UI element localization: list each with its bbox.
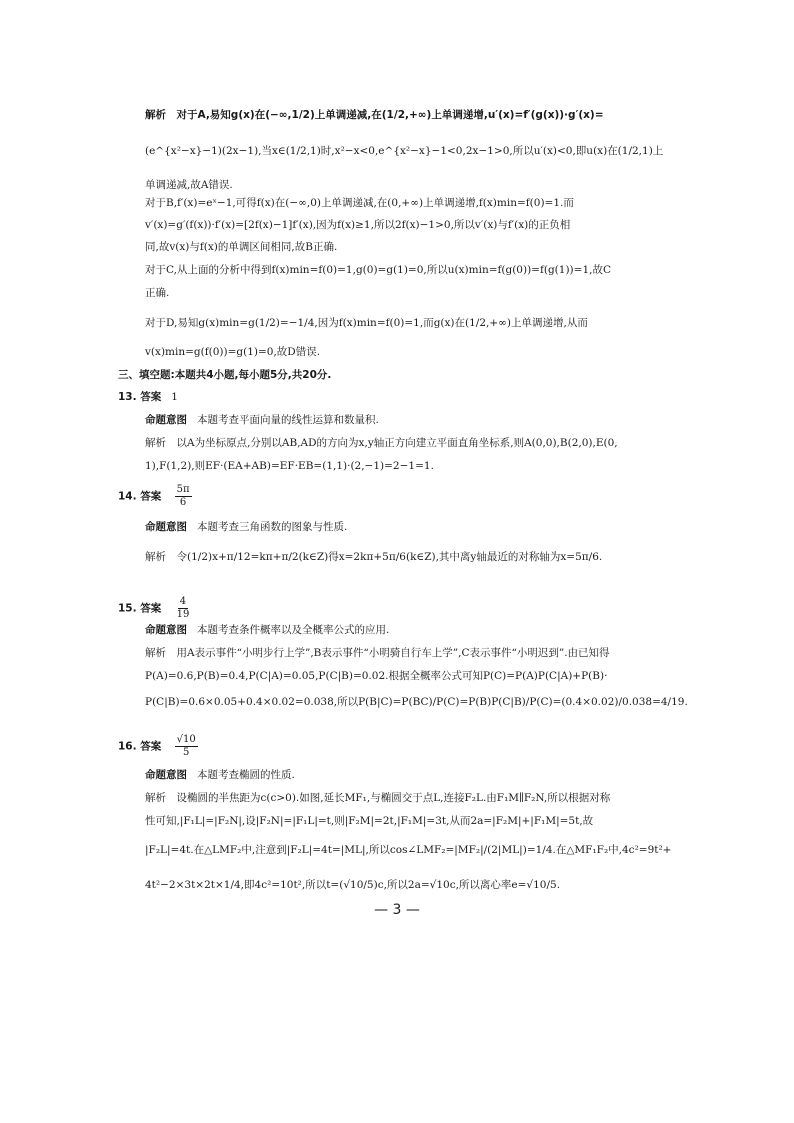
solution-13-line2: 1),F(1,2),则EF·(EA+AB)=EF·EB=(1,1)·(2,−1)=2−1=1. — [145, 460, 434, 472]
text-line: 同,故v(x)与f(x)的单调区间相同,故B正确. — [145, 241, 338, 253]
solution-16-line3: |F₂L|=4t.在△LMF₂中,注意到|F₂L|=4t=|ML|,所以cos∠LMF₂=|MF₂|/(2|ML|)=1/4.在△MF₁F₂中,4c²=9t²+ — [145, 844, 672, 856]
solution-16-line4: 4t²−2×3t×2t×1/4,即4c²=10t²,所以t=(√10/5)c,所以2a=√10c,所以离心率e=√10/5. — [145, 879, 561, 891]
text-line: 正确. — [145, 287, 170, 299]
text-line: v(x)min=g(f(0))=g(1)=0,故D错误. — [145, 346, 321, 358]
text-line: 解析 对于A,易知g(x)在(−∞,1/2)上单调递减,在(1/2,+∞)上单调递增,u′(x)=f′(g(x))·g′(x)= — [145, 109, 604, 121]
text-line: 对于D,易知g(x)min=g(1/2)=−1/4,因为f(x)min=f(0)=1,而g(x)在(1/2,+∞)上单调递增,从而 — [145, 317, 588, 329]
text-line: (e^{x²−x}−1)(2x−1),当x∈(1/2,1)时,x²−x<0,e^{x²−x}−1<0,2x−1>0,所以u′(x)<0,即u(x)在(1/2,1)上 — [145, 145, 664, 157]
answer-13: 13. 答案 1 — [118, 391, 178, 403]
solution-13-line1: 解析 以A为坐标原点,分别以AB,AD的方向为x,y轴正方向建立平面直角坐标系,则A(0,0),B(2,0),E(0, — [145, 437, 618, 449]
intent-16: 命题意图 本题考查椭圆的性质. — [145, 769, 295, 781]
page-number: — 3 — — [374, 902, 420, 918]
answer-14-fraction: $\frac{5\pi}{6}$ — [176, 484, 190, 508]
answer-16-fraction: $\frac{√10}{5}$ — [176, 734, 196, 758]
section-heading: 三、填空题:本题共4小题,每小题5分,共20分. — [118, 369, 332, 381]
intent-14: 命题意图 本题考查三角函数的图象与性质. — [145, 521, 348, 533]
solution-15-line2: P(A)=0.6,P(B)=0.4,P(C|A)=0.05,P(C|B)=0.02.根据全概率公式可知P(C)=P(A)P(C|A)+P(B)· — [145, 670, 608, 682]
answer-15: 15. 答案 $\frac{4}{19}$ — [118, 596, 190, 620]
text-line: 对于B,f′(x)=eˣ−1,可得f(x)在(−∞,0)上单调递减,在(0,+∞)上单调递增,f(x)min=f(0)=1.而 — [145, 197, 574, 209]
intent-13: 命题意图 本题考查平面向量的线性运算和数量积. — [145, 414, 379, 426]
solution-15-line3: P(C|B)=0.6×0.05+0.4×0.02=0.038,所以P(B|C)=P(BC)/P(C)=P(B)P(C|B)/P(C)=(0.4×0.02)/0.038=4/19. — [145, 696, 688, 708]
answer-15-fraction: $\frac{4}{19}$ — [176, 596, 190, 620]
answer-16: 16. 答案 $\frac{√10}{5}$ — [118, 734, 196, 758]
text-line: 单调递减,故A错误. — [145, 179, 233, 191]
text-line: 对于C,从上面的分析中得到f(x)min=f(0)=1,g(0)=g(1)=0,所以u(x)min=f(g(0))=f(g(1))=1,故C — [145, 264, 611, 276]
text-line: v′(x)=g′(f(x))·f′(x)=[2f(x)−1]f′(x),因为f(x)≥1,所以2f(x)−1>0,所以v′(x)与f′(x)的正负相 — [145, 219, 571, 231]
intent-15: 命题意图 本题考查条件概率以及全概率公式的应用. — [145, 624, 390, 636]
solution-16-line2: 性可知,|F₁L|=|F₂N|,设|F₂N|=|F₁L|=t,则|F₂M|=2t,|F₁M|=3t,从而2a=|F₂M|+|F₁M|=5t,故 — [145, 815, 594, 827]
solution-15-line1: 解析 用A表示事件“小明步行上学”,B表示事件“小明骑自行车上学”,C表示事件“小明迟到”.由已知得 — [145, 647, 610, 659]
answer-14: 14. 答案 $\frac{5\pi}{6}$ — [118, 484, 190, 508]
solution-16-line1: 解析 设椭圆的半焦距为c(c>0).如图,延长MF₁,与椭圆交于点L,连接F₂L.由F₁M∥F₂N,所以根据对称 — [145, 792, 611, 804]
solution-14-line1: 解析 令(1/2)x+π/12=kπ+π/2(k∈Z)得x=2kπ+5π/6(k∈Z),其中离y轴最近的对称轴为x=5π/6. — [145, 551, 603, 563]
